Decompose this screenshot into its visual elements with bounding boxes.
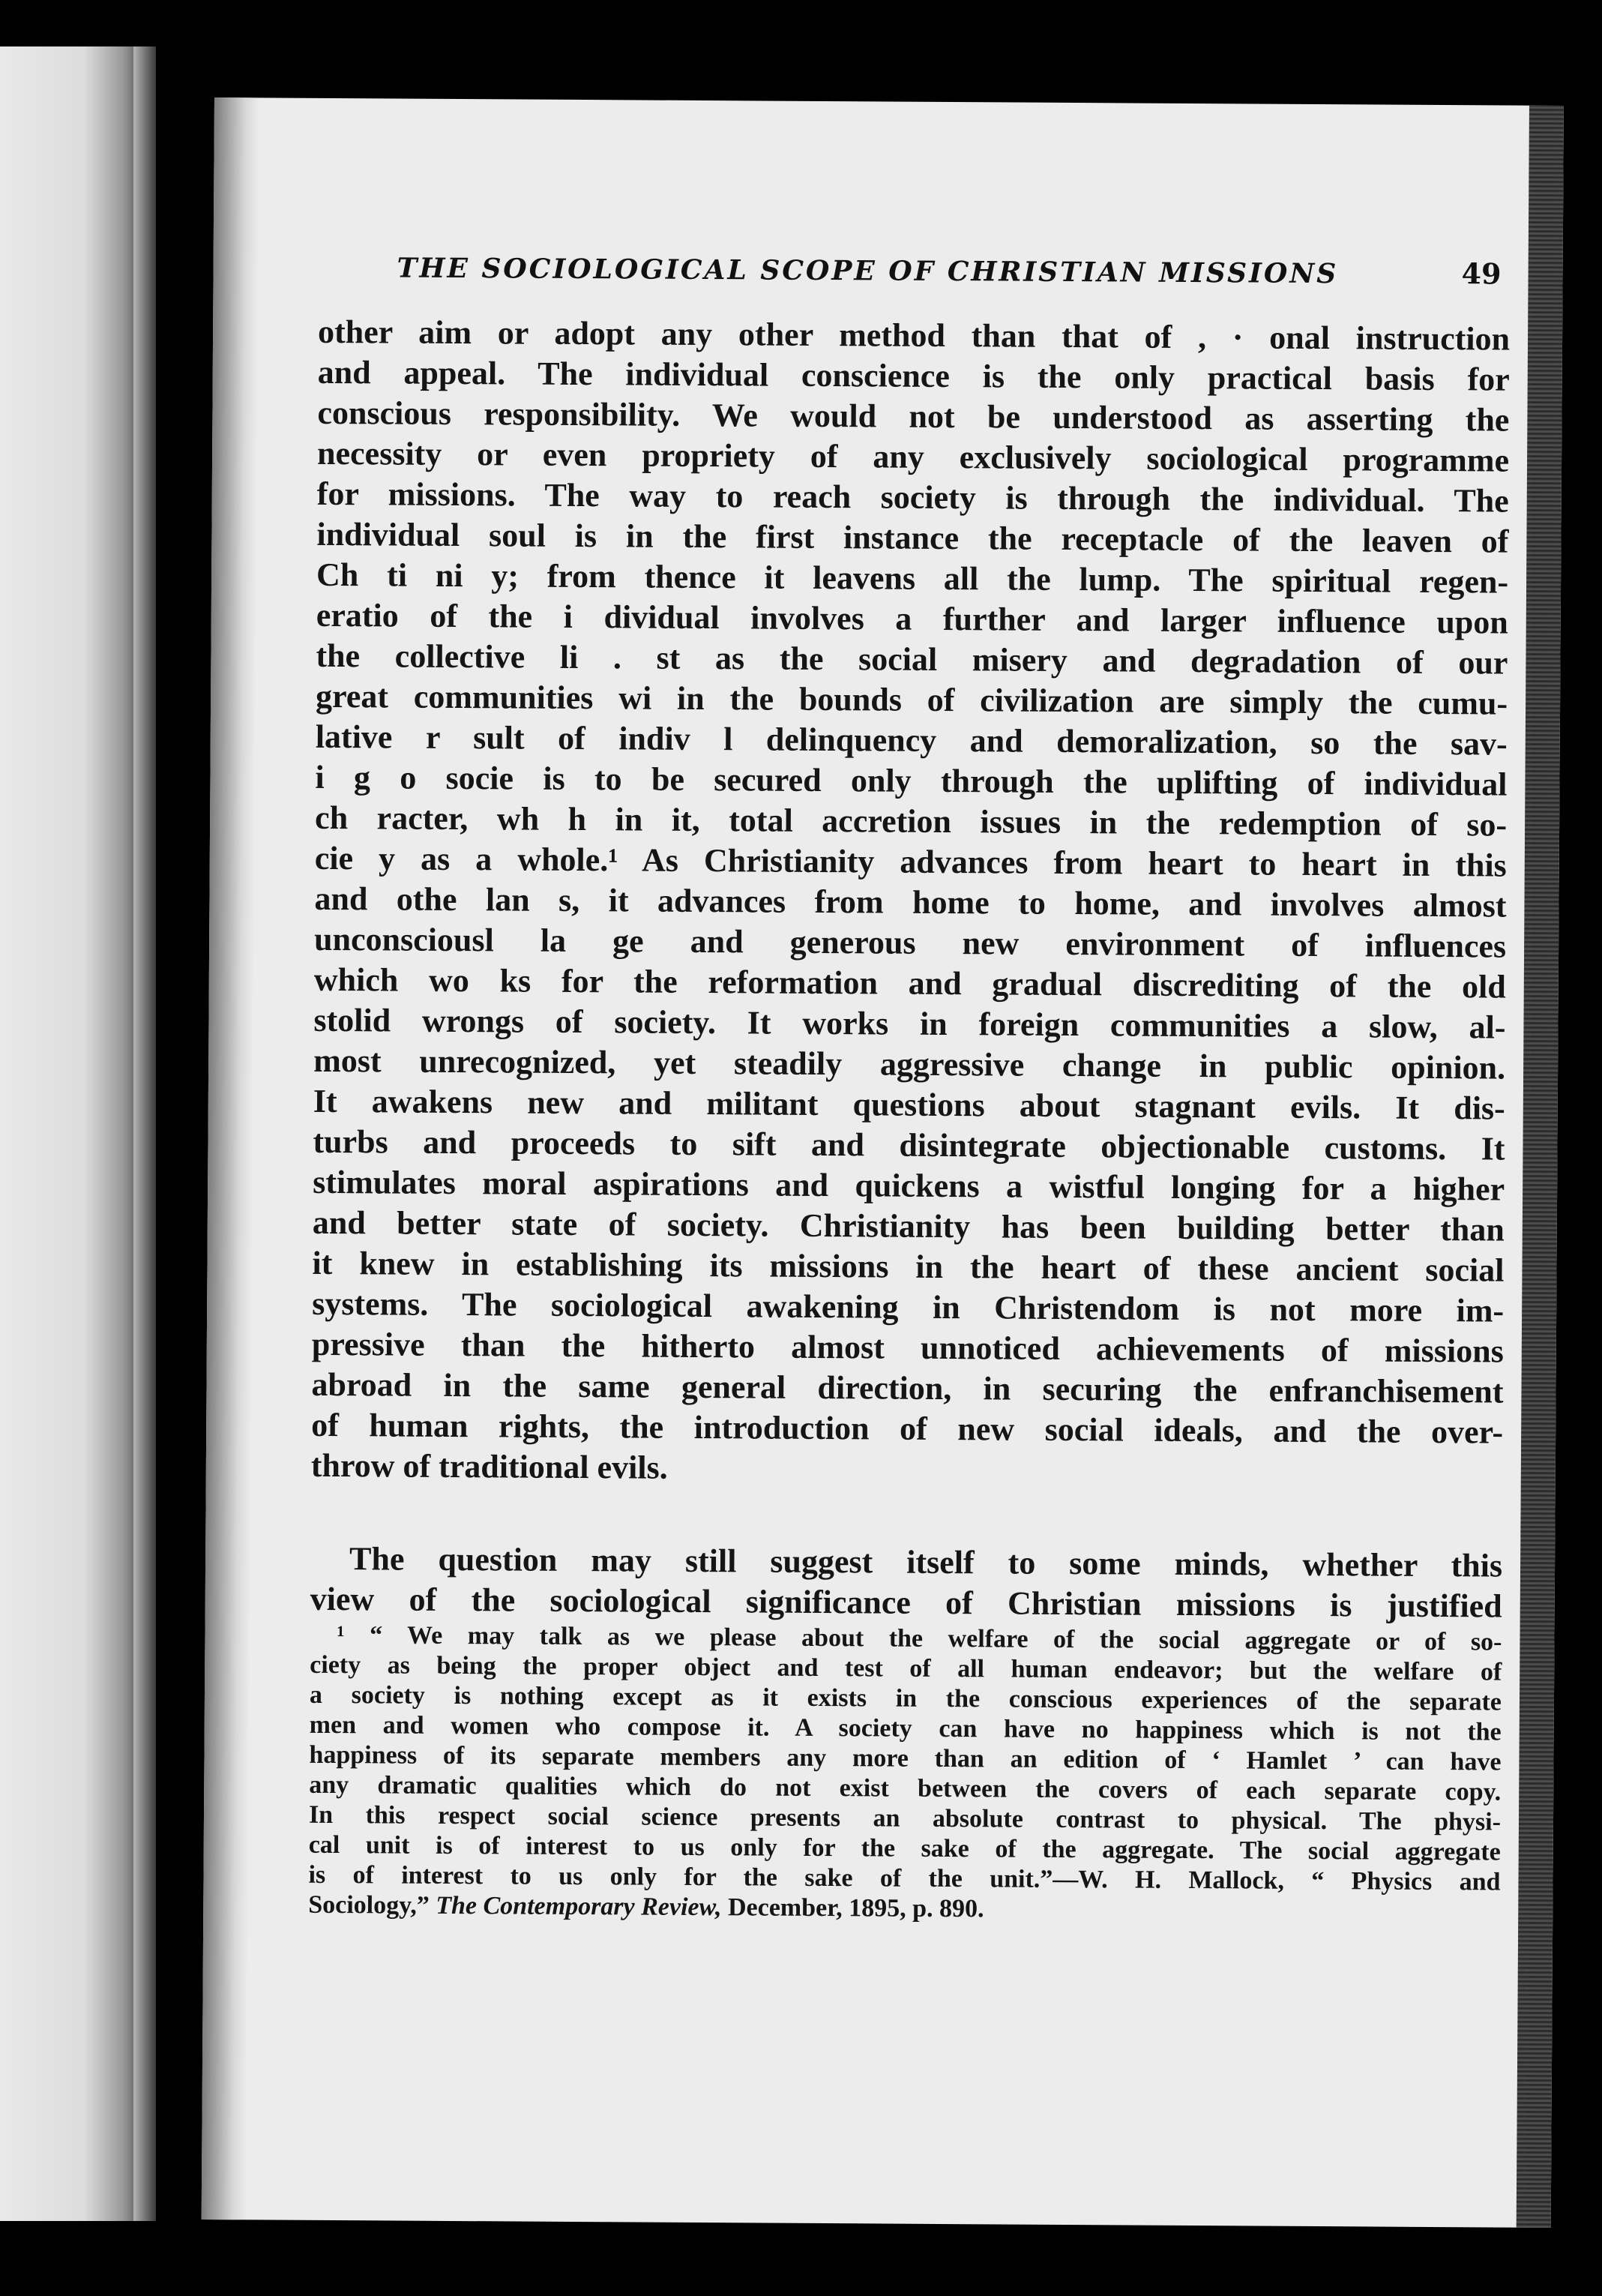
- text-line: conscious responsibility. We would not be understood as asserting the: [317, 394, 1510, 439]
- footnote-line: ciety as being the proper object and test of all human endeavor; but the welfare of: [310, 1650, 1502, 1686]
- text-line: i g o socie is to be secured only through the uplifting of individual: [315, 758, 1508, 803]
- text-line: which wo ks for the reformation and gradual discrediting of the old: [313, 961, 1506, 1006]
- gutter-shadow: [202, 97, 259, 2220]
- text-line: of human rights, the introduction of new social ideals, and the over-: [311, 1406, 1504, 1451]
- text-line: stimulates moral aspirations and quickens a wistful longing for a higher: [313, 1163, 1505, 1208]
- footnote-line: is of interest to us only for the sake of the unit.”—W. H. Mallock, “ Physics and: [308, 1860, 1501, 1896]
- text-line: view of the sociological significance of Christian missions is justified: [310, 1580, 1502, 1625]
- footnote-line: ¹ “ We may talk as we please about the welfare of the social aggregate or of so-: [337, 1621, 1502, 1656]
- footnote-line: any dramatic qualities which do not exist between the covers of each separate copy.: [309, 1770, 1502, 1806]
- text-line: throw of traditional evils.: [310, 1446, 668, 1486]
- text-line: ch racter, wh h in it, total accretion issues in the redemption of so-: [314, 799, 1508, 844]
- book-spine-shadow: [133, 46, 156, 2221]
- text-line: turbs and proceeds to sift and disintegrate objectionable customs. It: [313, 1123, 1505, 1167]
- paragraph-gap: [310, 1486, 1502, 1546]
- text-line: stolid wrongs of society. It works in foreign communities a slow, al-: [313, 1001, 1506, 1046]
- text-line: individual soul is in the first instance the receptacle of the leaven of: [316, 515, 1509, 560]
- page-edge: [1517, 106, 1564, 2228]
- text-line: for missions. The way to reach society is through the individual. The: [316, 475, 1509, 520]
- text-line: lative r sult of indiv l delinquency and demoralization, so the sav-: [315, 718, 1508, 763]
- text-line: Ch ti ni y; from thence it leavens all the lump. The spiritual regen-: [316, 556, 1509, 601]
- page-number: 49: [1461, 256, 1502, 291]
- text-line: great communities wi in the bounds of civilization are simply the cumu-: [315, 677, 1508, 722]
- text-line: and othe lan s, it advances from home to home, and involves almost: [314, 880, 1507, 925]
- text-line: other aim or adopt any other method than that of , · onal instruction: [317, 313, 1511, 358]
- running-head: THE SOCIOLOGICAL SCOPE OF CHRISTIAN MISSIONS: [397, 252, 1339, 290]
- text-line: systems. The sociological awakening in Christendom is not more im-: [312, 1284, 1505, 1329]
- text-line: pressive than the hitherto almost unnoticed achievements of missions: [311, 1325, 1504, 1370]
- footnote-line: cal unit is of interest to us only for the sake of the aggregate. The social aggregate: [308, 1830, 1501, 1866]
- footnote-line: men and women who compose it. A society can have no happiness which is not the: [309, 1710, 1502, 1746]
- text-line: abroad in the same general direction, in securing the enfranchisement: [311, 1365, 1504, 1410]
- text-line: and appeal. The individual conscience is the only practical basis for: [317, 353, 1510, 398]
- footnote-line: a society is nothing except as it exists in the conscious experiences of the separate: [309, 1680, 1502, 1716]
- footnote-line: In this respect social science presents an absolute contrast to physical. The physi-: [308, 1800, 1502, 1836]
- text-line: cie y as a whole.¹ As Christianity advances from heart to heart in this: [314, 839, 1507, 884]
- citation-date: December, 1895, p. 890.: [721, 1893, 984, 1923]
- text-line: it knew in establishing its missions in the heart of these ancient social: [312, 1244, 1505, 1289]
- footnote-line: happiness of its separate members any more than an edition of ‘ Hamlet ’ can have: [309, 1740, 1502, 1776]
- text-line: eratio of the i dividual involves a further and larger influence upon: [316, 596, 1508, 641]
- journal-title: The Contemporary Review,: [436, 1891, 722, 1922]
- text-line: the collective li . st as the social misery and degradation of our: [316, 637, 1508, 682]
- facing-page-edge: [0, 46, 154, 2221]
- text-line: and better state of society. Christianity has been building better than: [312, 1203, 1505, 1248]
- footnote: [308, 1620, 1502, 1928]
- text-line: The question may still suggest itself to some minds, whether this: [349, 1540, 1503, 1584]
- book-page: [202, 97, 1564, 2228]
- text-line: unconsciousl la ge and generous new environment of influences: [313, 920, 1507, 965]
- text-line: It awakens new and militant questions about stagnant evils. It dis-: [313, 1082, 1505, 1127]
- body-text: [310, 312, 1511, 1627]
- text-line: most unrecognized, yet steadily aggressive change in public opinion.: [313, 1042, 1506, 1087]
- text-line: necessity or even propriety of any exclusively sociological programme: [316, 434, 1510, 479]
- citation-text: Sociology,”: [308, 1890, 436, 1920]
